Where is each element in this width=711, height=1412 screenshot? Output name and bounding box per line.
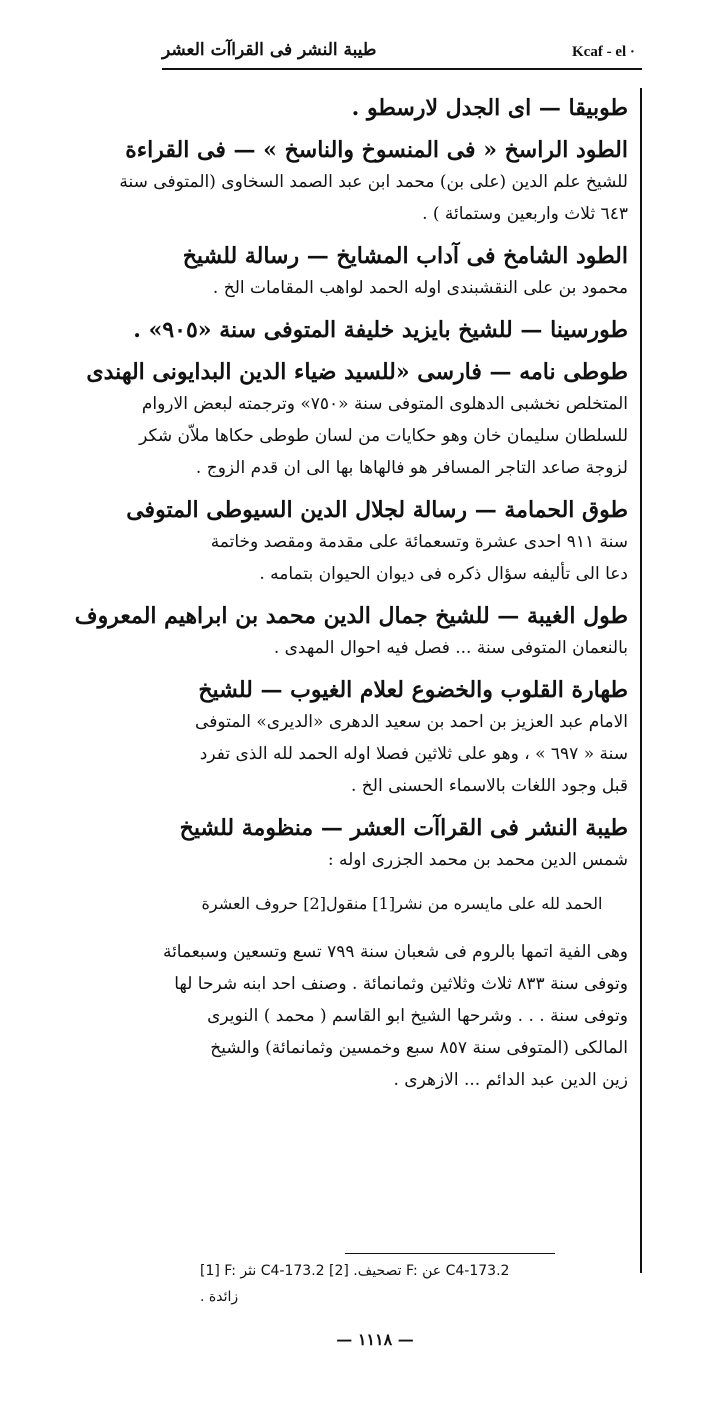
entry-line: دعا الى تأليفه سؤال ذكره فى ديوان الحيوان بتمامه . — [259, 564, 628, 584]
footnotes — [200, 1258, 620, 1310]
entry-tuti-nama — [86, 356, 628, 484]
entry-line: الامام عبد العزيز بن احمد بن سعيد الدهرى «الديرى» المتوفى — [195, 712, 628, 732]
entry-line: بالنعمان المتوفى سنة ... فصل فيه احوال المهدى . — [273, 638, 628, 658]
entry-tubiqa — [176, 92, 628, 124]
entry-line: وتوفى سنة . . . وشرحها الشيخ ابو القاسم ( محمد ) النويرى — [207, 1006, 628, 1026]
entry-tayyibat-al-nashr — [162, 812, 628, 1096]
entry-line: وهى الفية اتمها بالروم فى شعبان سنة ٧٩٩ تسع وتسعين وسبعمائة — [162, 942, 628, 962]
entry-tursina — [133, 314, 628, 346]
page-number: — ١١١٨ — — [336, 1330, 414, 1349]
entry-line: محمود بن على النقشبندى اوله الحمد لواهب المقامات الخ . — [212, 278, 628, 298]
entry-line: طوق الحمامة — رسالة لجلال الدين السيوطى المتوفى — [126, 497, 628, 523]
footnote-line: زائدة . — [200, 1289, 239, 1305]
entry-line: طول الغيبة — للشيخ جمال الدين محمد بن ابراهيم المعروف — [74, 603, 628, 629]
entry-line: زين الدين عبد الدائم ... الازهرى . — [393, 1070, 628, 1090]
verse-line: الحمد لله على مايسره من نشر[1] منقول[2] حروف العشرة — [201, 894, 603, 913]
footnote-rule — [345, 1253, 555, 1254]
entry-line: الطود الشامخ فى آداب المشايخ — رسالة للشيخ — [182, 243, 628, 269]
entry-tul-al-ghayba — [74, 600, 628, 664]
entry-line: طهارة القلوب والخضوع لعلام الغيوب — للشيخ — [198, 677, 628, 703]
margin-rule — [640, 88, 642, 1273]
entry-taharat-al-qulub — [176, 674, 628, 802]
entry-line: سنة « ٦٩٧ » ، وهو على ثلاثين فصلا اوله الحمد لله الذى تفرد — [199, 744, 628, 764]
entry-line: للشيخ علم الدين (على بن) محمد ابن عبد الصمد السخاوى (المتوفى سنة — [119, 172, 628, 192]
entry-tawq-al-hamama — [126, 494, 628, 590]
header-title: طيبة النشر فى القراآت العشر — [162, 40, 377, 60]
entry-line: قبل وجود اللغات بالاسماء الحسنى الخ . — [350, 776, 628, 796]
entry-line: طورسينا — للشيخ بايزيد خليفة المتوفى سنة «٩٠٥» . — [133, 317, 628, 343]
running-header — [162, 38, 642, 70]
entry-al-tawd-al-rasikh — [119, 134, 628, 230]
entry-line: المتخلص نخشبى الدهلوى المتوفى سنة «٧٥٠» وترجمته لبعض الاروام — [141, 394, 628, 414]
entry-line: الطود الراسخ « فى المنسوخ والناسخ » — فى القراءة — [125, 137, 628, 163]
entry-line: ٦٤٣ ثلاث واربعين وستمائة ) . — [422, 204, 628, 224]
entry-line: شمس الدين محمد بن محمد الجزرى اوله : — [327, 850, 628, 870]
entry-line: المالكى (المتوفى سنة ٨٥٧ سبع وخمسين وثمانمائة) والشيخ — [210, 1038, 628, 1058]
entry-line: لزوجة صاعد التاجر المسافر هو فالهاها بها الى ان قدم الزوج . — [195, 458, 628, 478]
entry-line: طوطى نامه — فارسى «للسيد ضياء الدين البدايونى الهندى — [86, 359, 628, 385]
entry-line: للسلطان سليمان خان وهو حكايات من لسان طوطى حكاها ملاّن شكر — [139, 426, 628, 446]
footnote-line: [1] F: نثر C4-173.2 تصحيف. [2] F: عن C4-173.2 — [200, 1263, 510, 1279]
entry-line: وتوفى سنة ٨٣٣ ثلاث وثلاثين وثمانمائة . وصنف احد ابنه شرحا لها — [174, 974, 628, 994]
entry-line: سنة ٩١١ احدى عشرة وتسعمائة على مقدمة ومقصد وخاتمة — [210, 532, 628, 552]
entry-line: طوبيقا — اى الجدل لارسطو . — [351, 95, 628, 121]
main-column — [74, 92, 628, 1106]
header-section: Kcaf - el · — [572, 44, 635, 60]
entry-line: طيبة النشر فى القراآت العشر — منظومة للشيخ — [179, 815, 628, 841]
entry-al-tawd-al-shamikh — [176, 240, 628, 304]
